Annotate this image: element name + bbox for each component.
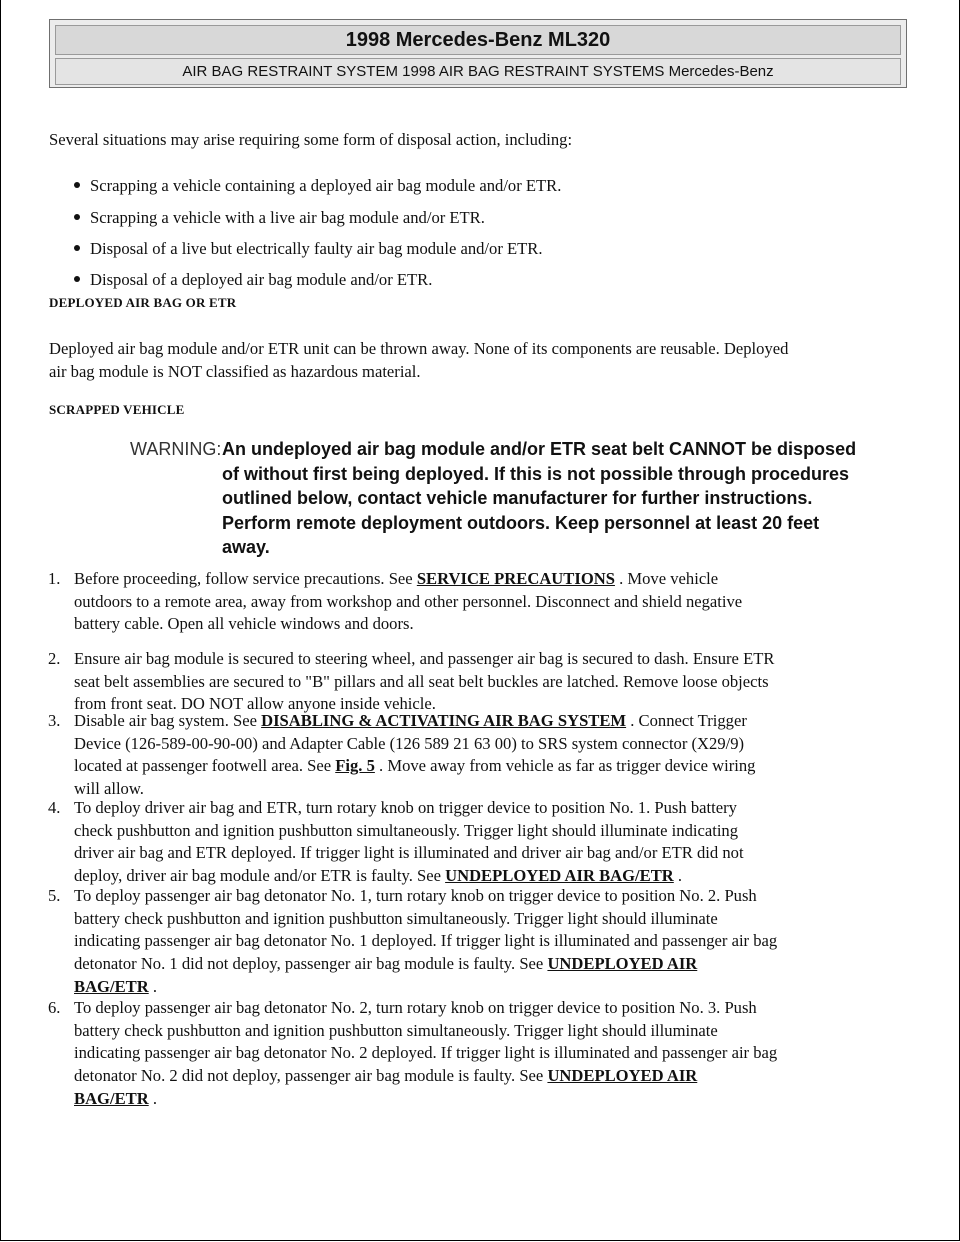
document-subtitle: AIR BAG RESTRAINT SYSTEM 1998 AIR BAG RESTRAINT SYSTEMS Mercedes-Benz [55,58,901,85]
section-heading-deployed: DEPLOYED AIR BAG OR ETR [49,295,237,310]
page-header [49,19,907,88]
deployed-paragraph-line: air bag module is NOT classified as hazardous material. [49,362,421,381]
step-5: 5. To deploy passenger air bag detonator No. 1, turn rotary knob on trigger device to position No. 2. Push battery check pushbutton and ignition pushbutton simultaneously. Trigger light should illuminate indicating passenger air bag detonator No. 1 deployed. If trigger light is illuminated and passenger air bag detonator No. 1 did not deploy, passenger air bag module is faulty. See UNDEPLOYED AIR BAG/ETR . [48,886,778,996]
link-fig-5[interactable]: Fig. 5 [335,756,375,776]
bullet-icon [74,214,80,220]
link-undeployed-air-bag-etr[interactable]: UNDEPLOYED AIR BAG/ETR [445,866,674,886]
intro-paragraph: Several situations may arise requiring some form of disposal action, including: [49,130,573,149]
document-title: 1998 Mercedes-Benz ML320 [55,25,901,55]
step-1: 1. Before proceeding, follow service precautions. See SERVICE PRECAUTIONS . Move vehicle outdoors to a remote area, away from workshop and other personnel. Disconnect and shield negative battery cable. Open all vehicle windows and doors. [48,569,743,634]
step-4: 4. To deploy driver air bag and ETR, turn rotary knob on trigger device to position No. 1. Push battery check pushbutton and ignition pushbutton simultaneously. Trigger light should illuminate indicating driver air bag and ETR deployed. If trigger light is illuminated and driver air bag and/or ETR did not deploy, driver air bag module and/or ETR is faulty. See UNDEPLOYED AIR BAG/ETR . [48,798,744,886]
deployed-paragraph-line: Deployed air bag module and/or ETR unit can be thrown away. None of its components are reusable. Deployed [49,339,789,358]
list-item: Scrapping a vehicle with a live air bag module and/or ETR. [74,206,485,229]
link-disabling-activating-air-bag-system[interactable]: DISABLING & ACTIVATING AIR BAG SYSTEM [261,711,627,730]
bullet-icon [74,276,80,282]
step-3: 3. Disable air bag system. See DISABLING & ACTIVATING AIR BAG SYSTEM . Connect Trigger Device (126-589-00-90-00) and Adapter Cable (126 589 21 63 00) to SRS system connector (X29/9) located at passenger footwell area. See Fig. 5 . Move away from vehicle as far as trigger device wiring will allow. [48,711,756,799]
warning-label: WARNING: [130,439,222,459]
step-6: 6. To deploy passenger air bag detonator No. 2, turn rotary knob on trigger device to position No. 3. Push battery check pushbutton and ignition pushbutton simultaneously. Trigger light should illuminate indicating passenger air bag detonator No. 2 deployed. If trigger light is illuminated and passenger air bag detonator No. 2 did not deploy, passenger air bag module is faulty. See UNDEPLOYED AIR BAG/ETR . [48,998,778,1108]
warning-text: An undeployed air bag module and/or ETR seat belt CANNOT be disposed of without first being deployed. If this is not possible through procedures outlined below, contact vehicle manufacturer for further instructions. Perform remote deployment outdoors. Keep personnel at least 20 feet away. [222,439,857,557]
link-undeployed-air-bag-etr[interactable]: UNDEPLOYED AIR [547,954,698,974]
list-item: Disposal of a live but electrically faulty air bag module and/or ETR. [74,237,543,260]
link-undeployed-air-bag-etr-cont[interactable]: BAG/ETR [74,1088,149,1108]
link-undeployed-air-bag-etr[interactable]: UNDEPLOYED AIR [547,1066,698,1086]
list-item: Scrapping a vehicle containing a deployed air bag module and/or ETR. [74,174,561,197]
step-2: 2. Ensure air bag module is secured to steering wheel, and passenger air bag is secured to dash. Ensure ETR seat belt assemblies are secured to "B" pillars and all seat belt buckles are latched. Remove loose objects from front seat. DO NOT allow anyone inside vehicle. [48,649,775,714]
link-undeployed-air-bag-etr-cont[interactable]: BAG/ETR [74,976,149,996]
link-service-precautions[interactable]: SERVICE PRECAUTIONS [416,569,615,588]
bullet-icon [74,245,80,251]
bullet-icon [74,182,80,188]
list-item: Disposal of a deployed air bag module and/or ETR. [74,268,432,291]
section-heading-scrapped: SCRAPPED VEHICLE [49,402,185,417]
